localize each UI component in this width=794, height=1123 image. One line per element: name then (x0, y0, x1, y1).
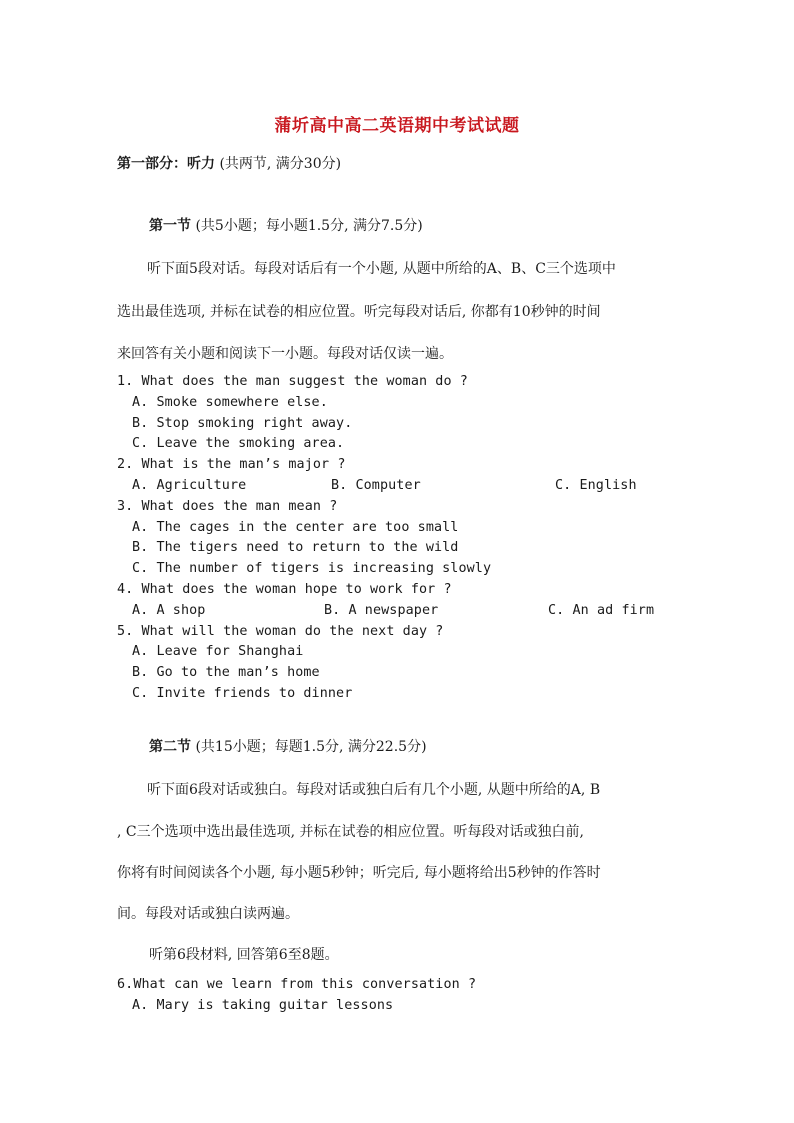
option: A. Smoke somewhere else. (132, 395, 328, 410)
instruction-line: 来回答有关小题和阅读下一小题。每段对话仅读一遍。 (117, 346, 453, 362)
page-title: 蒲圻高中高二英语期中考试试题 (274, 116, 520, 136)
section1-note: (共5小题；每小题1.5分, 满分7.5分) (191, 218, 423, 234)
part-heading (117, 153, 341, 173)
option: B. Computer (331, 478, 421, 493)
question-stem: 1. What does the man suggest the woman do ? (117, 374, 468, 389)
section2-heading (149, 736, 427, 756)
section2-label: 第二节 (149, 739, 191, 755)
section1-heading (149, 215, 423, 235)
instruction-line: 选出最佳选项, 并标在试卷的相应位置。听完每段对话后, 你都有10秒钟的时间 (117, 304, 601, 320)
option: C. Leave the smoking area. (132, 436, 345, 451)
question-stem: 6.What can we learn from this conversation ? (117, 977, 477, 992)
option: B. A newspaper (324, 603, 439, 618)
option: A. The cages in the center are too small (132, 520, 459, 535)
option: B. Stop smoking right away. (132, 416, 353, 431)
question-stem: 3. What does the man mean ? (117, 499, 338, 514)
option: C. English (555, 478, 637, 493)
option: A. Leave for Shanghai (132, 644, 304, 659)
option: A. Mary is taking guitar lessons (132, 998, 394, 1013)
instruction-line: 听下面6段对话或独白。每段对话或独白后有几个小题, 从题中所给的A, B (147, 782, 601, 798)
option: B. The tigers need to return to the wild (132, 540, 459, 555)
instruction-line: 你将有时间阅读各个小题, 每小题5秒钟；听完后, 每小题将给出5秒钟的作答时 (117, 865, 601, 881)
option: C. Invite friends to dinner (132, 686, 353, 701)
question-stem: 4. What does the woman hope to work for ? (117, 582, 452, 597)
instruction-line: , C三个选项中选出最佳选项, 并标在试卷的相应位置。听每段对话或独白前, (117, 824, 584, 840)
option: C. An ad firm (548, 603, 655, 618)
option: B. Go to the man’s home (132, 665, 320, 680)
part-label: 第一部分：听力 (117, 156, 215, 172)
section2-note: (共15小题；每题1.5分, 满分22.5分) (191, 739, 427, 755)
question-stem: 2. What is the man’s major ? (117, 457, 346, 472)
option: C. The number of tigers is increasing slowly (132, 561, 492, 576)
question-stem: 5. What will the woman do the next day ? (117, 624, 444, 639)
option: A. Agriculture (132, 478, 247, 493)
instruction-line: 间。每段对话或独白读两遍。 (117, 906, 299, 922)
instruction-line: 听下面5段对话。每段对话后有一个小题, 从题中所给的A、B、C三个选项中 (147, 261, 616, 277)
material-note: 听第6段材料, 回答第6至8题。 (149, 947, 339, 963)
section1-label: 第一节 (149, 218, 191, 234)
part-note: (共两节, 满分30分) (215, 156, 342, 172)
option: A. A shop (132, 603, 206, 618)
